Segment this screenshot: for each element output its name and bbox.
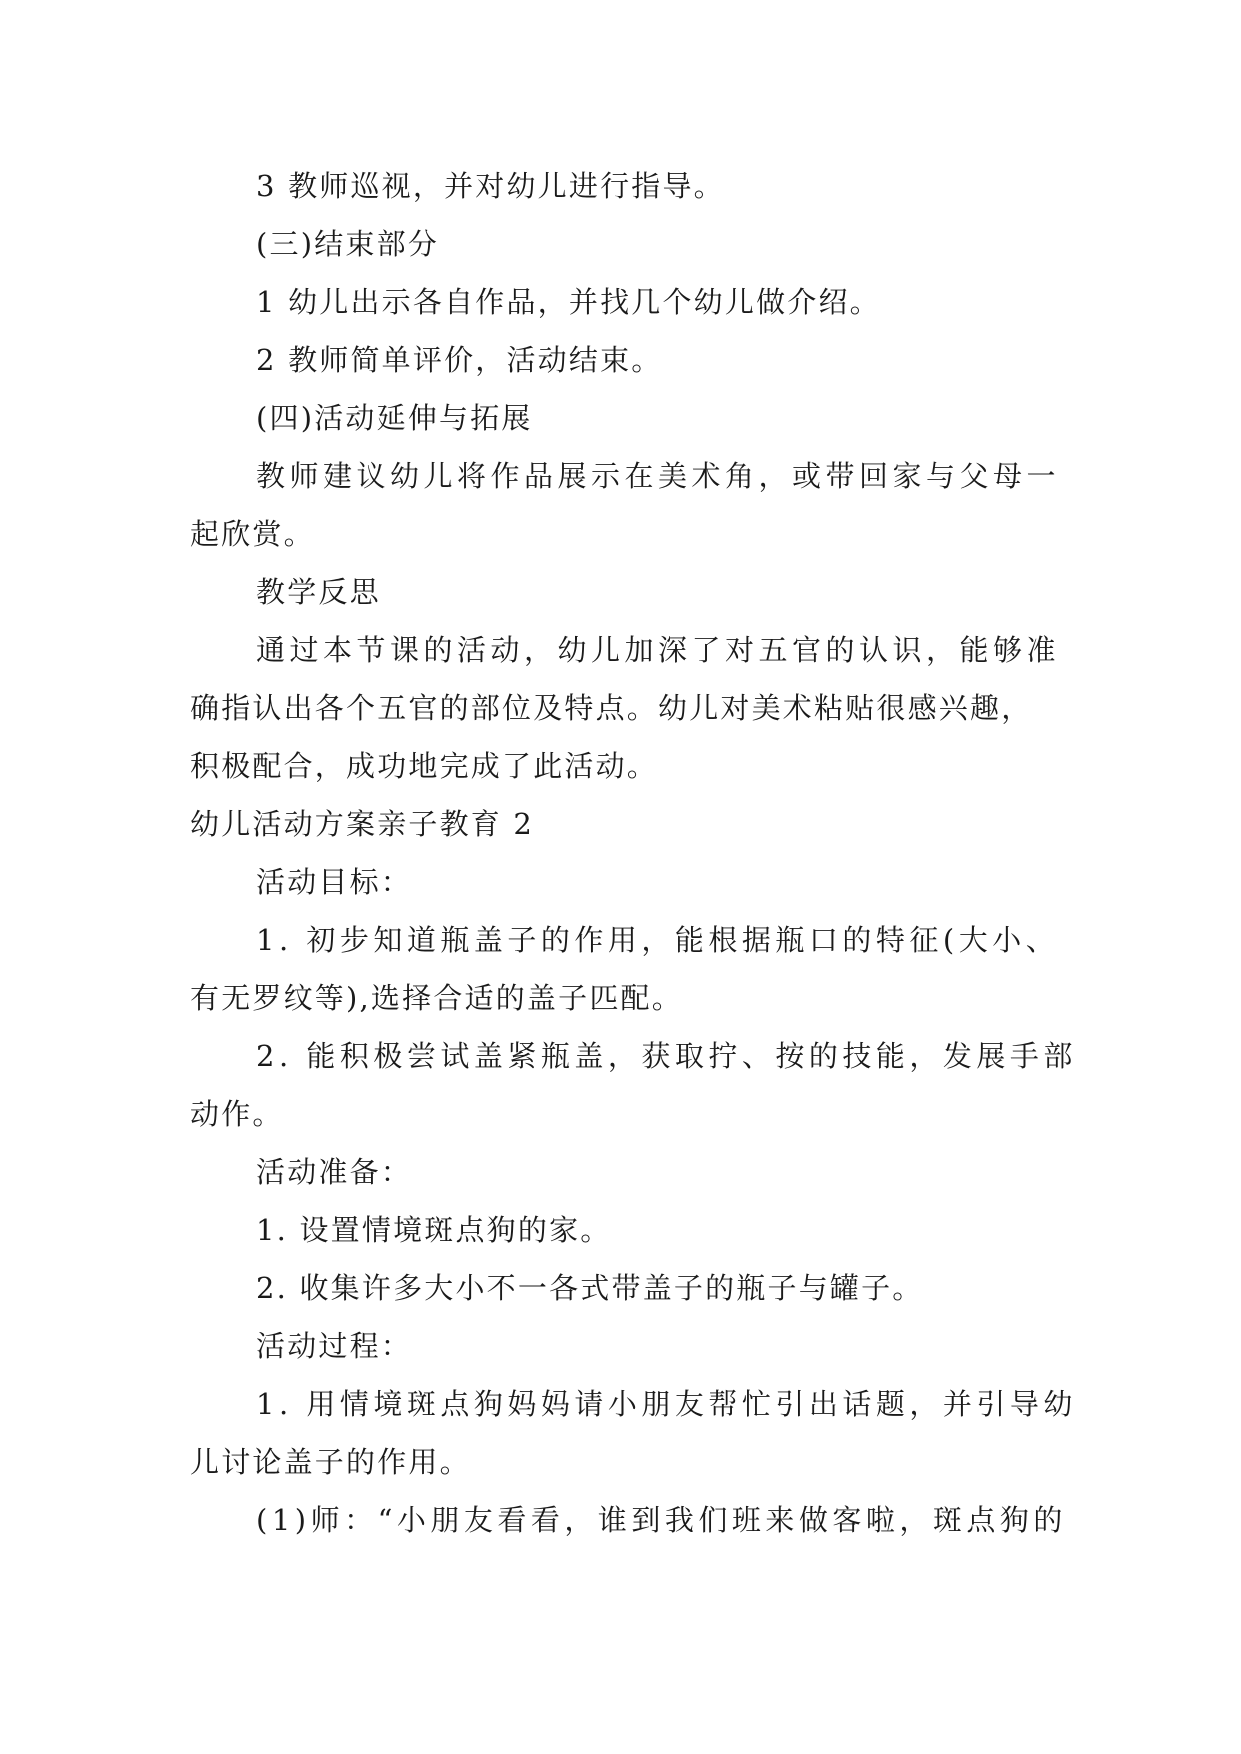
- heading-activity-preparation: 活动准备：: [256, 1155, 413, 1189]
- process-1-line-1: 1. 用情境斑点狗妈妈请小朋友帮忙引出话题，并引导幼: [256, 1387, 1077, 1421]
- goal-2-line-2: 动作。: [190, 1097, 284, 1131]
- extension-paragraph-line-2: 起欣赏。: [190, 517, 315, 551]
- conclusion-step-1: 1 幼儿出示各自作品，并找几个幼儿做介绍。: [256, 285, 881, 319]
- reflection-line-3: 积极配合，成功地完成了此活动。: [190, 749, 659, 783]
- preparation-1: 1. 设置情境斑点狗的家。: [256, 1213, 612, 1247]
- heading-activity-goals: 活动目标：: [256, 865, 413, 899]
- conclusion-step-2: 2 教师简单评价，活动结束。: [256, 343, 663, 377]
- preparation-2: 2. 收集许多大小不一各式带盖子的瓶子与罐子。: [256, 1271, 924, 1305]
- goal-1-line-2: 有无罗纹等),选择合适的盖子匹配。: [190, 981, 683, 1015]
- heading-teaching-reflection: 教学反思: [256, 575, 381, 609]
- process-1-sub-1: (1)师：“小朋友看看，谁到我们班来做客啦，斑点狗的: [256, 1503, 1067, 1537]
- heading-activity-process: 活动过程：: [256, 1329, 413, 1363]
- step-3-text: 3 教师巡视，并对幼儿进行指导。: [256, 169, 725, 203]
- reflection-line-2: 确指认出各个五官的部位及特点。幼儿对美术粘贴很感兴趣，: [190, 691, 1033, 725]
- reflection-line-1: 通过本节课的活动，幼儿加深了对五官的认识，能够准: [256, 633, 1061, 667]
- section-heading-conclusion: (三)结束部分: [256, 227, 440, 261]
- goal-1-line-1: 1. 初步知道瓶盖子的作用，能根据瓶口的特征(大小、: [256, 923, 1060, 957]
- process-1-line-2: 儿讨论盖子的作用。: [190, 1445, 471, 1479]
- extension-paragraph-line-1: 教师建议幼儿将作品展示在美术角，或带回家与父母一: [256, 459, 1061, 493]
- section-heading-extension: (四)活动延伸与拓展: [256, 401, 533, 435]
- goal-2-line-1: 2. 能积极尝试盖紧瓶盖，获取拧、按的技能，发展手部: [256, 1039, 1077, 1073]
- plan-title: 幼儿活动方案亲子教育 2: [190, 807, 535, 841]
